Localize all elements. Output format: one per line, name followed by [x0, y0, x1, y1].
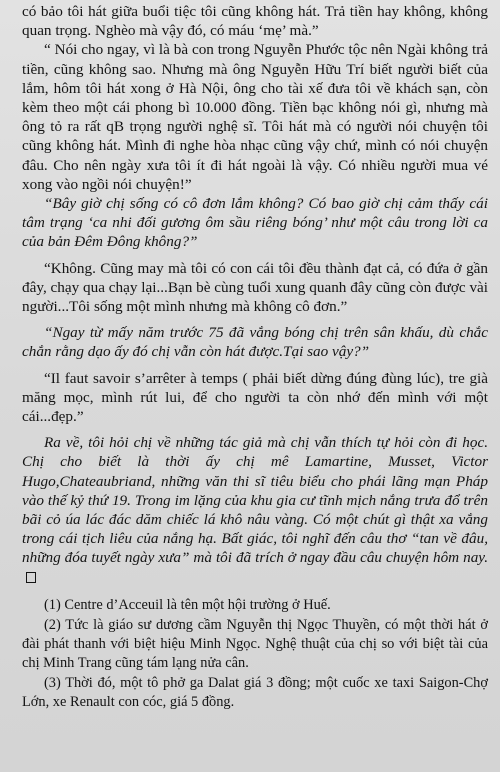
footnotes: [22, 596, 488, 712]
document-body: [22, 2, 488, 713]
footnote-1: (1) Centre d’Acceuil là tên một hội trường ở Huế.: [44, 596, 331, 613]
paragraph-1: có bảo tôi hát giữa buổi tiệc tôi cũng không hát. Trả tiền hay không, không quan trọng. Nghèo mà vậy đó, có máu ‘mẹ’ mà.”: [22, 3, 488, 40]
paragraph-3-question: “Bây giờ chị sống có cô đơn lắm không? Có bao giờ chị cảm thấy cái tâm trạng ‘ca nhi đối gương ôm sầu riêng bóng’ như một câu trong lời ca của bản Đêm Đông không?”: [22, 195, 488, 251]
paragraph-6-answer: “Il faut savoir s’arrêter à temps ( phải biết dừng đúng đùng lúc), tre già măng mọc, mình rút lui, để cho người ta còn nhớ đến mình với một cái...đẹp.”: [22, 369, 488, 426]
paragraph-7-text: Ra về, tôi hỏi chị về những tác giả mà chị vẫn thích tự hỏi còn đi học. Chị cho biết là thời ấy chị mê Lamartine, Musset, Victor Hugo,Chateaubriand, những văn thi sĩ tiêu biểu cho phái lãng mạn Pháp vào thế kỷ thứ 19. Trong im lặng của khu gia cư tĩnh mịch nắng trưa đổ trên bãi cỏ úa lác đác dăm chiếc lá khô nâu vàng. Có một chút gì thật xa vắng trong cái tịch liêu của nắng hạ. Bất giác, tôi nghĩ đến câu thơ “tan về đâu, những đóa tuyết ngày xưa” mà tôi đã trích ở ngay đầu câu chuyện hôm nay.: [22, 434, 488, 567]
paragraph-5-question: “Ngay từ mấy năm trước 75 đã vắng bóng chị trên sân khấu, dù chắc chắn rằng dạo ấy đó chị vẫn còn hát được.Tại sao vậy?”: [22, 324, 488, 361]
end-of-article-mark: [26, 572, 36, 583]
paragraph-7-closing: [22, 433, 488, 587]
footnote-2: (2) Tức là giáo sư dương cầm Nguyễn thị Ngọc Thuyền, có một thời hát ở đài phát thanh với biệt hiệu Minh Ngọc. Nghệ thuật của chị so với biệt tài của chị Minh Trang cũng tám lạng nửa cân.: [22, 617, 488, 671]
footnote-3: (3) Thời đó, một tô phở ga Dalat giá 3 đồng; một cuốc xe taxi Saigon-Chợ Lớn, xe Renault con cóc, giá 5 đồng.: [22, 675, 488, 710]
paragraph-4-answer: “Không. Cũng may mà tôi có con cái tôi đều thành đạt cả, có đứa ở gần đây, chạy qua chạy lại...Bạn bè cùng tuổi xung quanh đây cũng còn được vài người...Tôi sống một mình nhưng mà không cô đơn.”: [22, 259, 488, 316]
paragraph-2: “ Nói cho ngay, vì là bà con trong Nguyễn Phước tộc nên Ngài không trả tiền, cũng không sao. Nhưng mà ông Nguyễn Hữu Trí biết người biết của lắm, hôm tôi hát xong ở Hà Nội, ông cho tài xế đưa tôi về khách sạn, còn kèm theo một cái phong bì 10.000 đồng. Tiền bạc không nói gì, nhưng mà ông tỏ ra rất qB trọng người nghệ sĩ. Tôi hát mà có người nói chuyện tôi cũng không hát. Mình đi nghe hòa nhạc cũng vậy chứ, mình có nói chuyện đâu. Cho nên ngày xưa tôi ít đi hát ngoài là vậy. Có nhiều người mua vé xong vào ngồi nói chuyện!”: [22, 41, 488, 193]
